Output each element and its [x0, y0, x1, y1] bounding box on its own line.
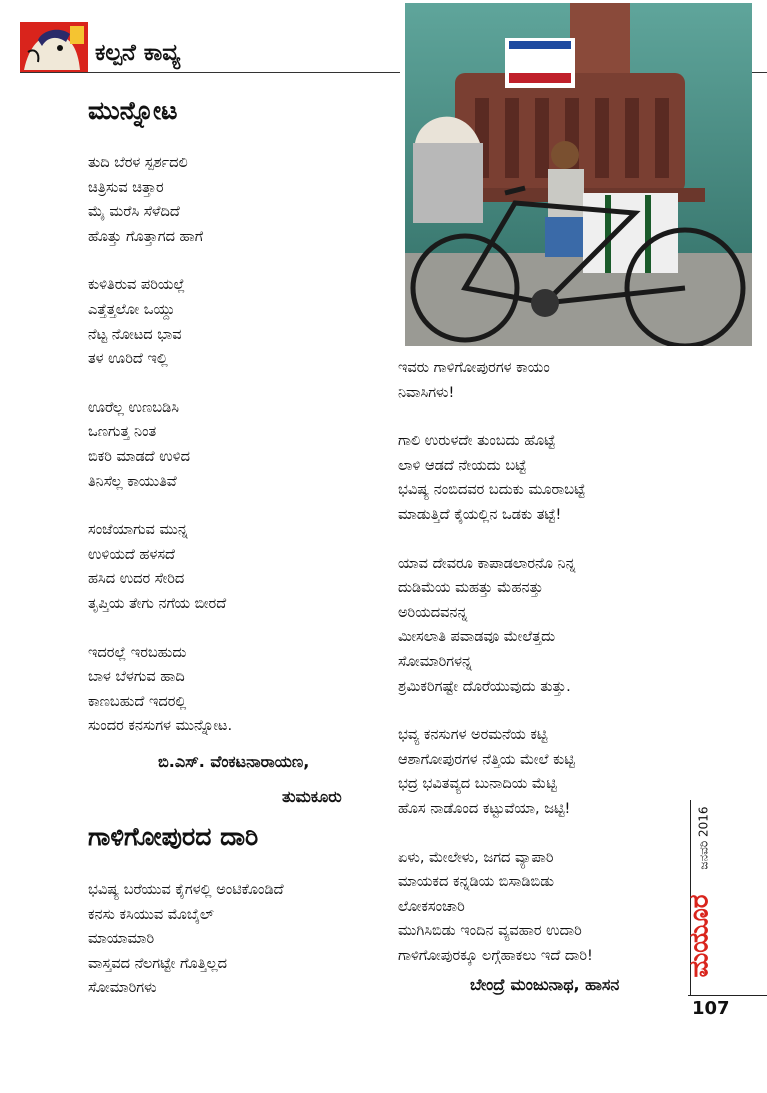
poem-line: ಶ್ರಮಿಕರಿಗಷ್ಟೇ ದೊರೆಯುವುದು ತುತ್ತು.	[398, 678, 571, 695]
poem-line: ಕಾಣಬಹುದೆ ಇದರಲ್ಲಿ	[88, 693, 187, 710]
header-rule-right	[752, 72, 767, 73]
poem-line: ಮಾಯಕದ ಕನ್ನಡಿಯ ಬಿಸಾಡಿಬಿಡು	[398, 874, 555, 891]
poem-line: ತೃಪ್ತಿಯ ತೇಗು ನಗೆಯ ಬೀರದೆ	[88, 595, 227, 612]
poem-line: ಭವ್ಯ ಕನಸುಗಳ ಅರಮನೆಯ ಕಟ್ಟಿ	[398, 727, 548, 744]
poem-line: ಮಾಡುತ್ತಿದೆ ಕೈಯಲ್ಲಿನ ಒಡಕು ತಟ್ಟೆ!	[398, 506, 562, 523]
poem-line: ಸಂಜೆಯಾಗುವ ಮುನ್ನ	[88, 522, 188, 539]
poem1-place: ತುಮಕೂರು	[282, 787, 342, 806]
poem-line: ದುಡಿಮೆಯ ಮಹತ್ತು ಮೆಹನತ್ತು	[398, 580, 544, 597]
poem1-title: ಮುನ್ನೋಟ	[88, 96, 178, 125]
issue-date: ಜನವರಿ 2016	[696, 806, 711, 870]
poem-line: ಲೋಕಸಂಚಾರಿ	[398, 898, 465, 915]
poem-line: ಭವಿಷ್ಯ ಬರೆಯುವ ಕೈಗಳಲ್ಲಿ ಅಂಟಿಕೊಂಡಿದೆ	[88, 882, 284, 898]
poem2-title: ಗಾಳಿಗೋಪುರದ ದಾರಿ	[88, 822, 259, 851]
magazine-brand-wrap	[680, 880, 720, 992]
poem-line: ಅರಿಯದವನನ್ನ	[398, 604, 468, 621]
poem-line: ಗಾಳಿಗೋಪುರಕ್ಕೂ ಲಗ್ಗೆಹಾಕಲು ಇದೆ ದಾರಿ!	[398, 947, 593, 964]
stanza-gap	[398, 822, 593, 846]
poem-line: ಮುಗಿಸಿಬಿಡು ಇಂದಿನ ವ್ಯವಹಾರ ಉದಾರಿ	[398, 923, 582, 940]
stanza-gap	[398, 405, 593, 429]
poem-line: ಉಳಿಯದೆ ಹಳಸದೆ	[88, 546, 175, 563]
poem-line: ಇದರಲ್ಲೆ ಇರಬಹುದು	[88, 644, 187, 661]
poem2-author: ಬೇಂದ್ರೆ ಮಂಜುನಾಥ, ಹಾಸನ	[470, 975, 620, 994]
poem-line: ವಾಸ್ತವದ ನೆಲಗಟ್ಟೇ ಗೊತ್ತಿಲ್ಲದ	[88, 955, 228, 972]
page-number: 107	[692, 998, 730, 1019]
poem-line: ನಿವಾಸಿಗಳು!	[398, 384, 455, 401]
poem-line: ತುದಿ ಬೆರಳ ಸ್ಪರ್ಶದಲಿ	[88, 155, 188, 171]
vendor-bicycle-photo	[405, 3, 752, 346]
poem-line: ಕುಳಿತಿರುವ ಪರಿಯಲ್ಲೆ	[88, 277, 186, 294]
page-number-rule	[688, 995, 767, 996]
poem-line: ಚಿತ್ರಿಸುವ ಚಿತ್ತಾರ	[88, 179, 164, 196]
magazine-brand: ಮಯೂರ	[684, 894, 715, 978]
poem-line: ಲಾಳಿ ಆಡದೆ ನೇಯದು ಬಟ್ಟೆ	[398, 457, 527, 474]
stanza-gap	[398, 528, 593, 552]
issue-date-wrap	[694, 800, 714, 876]
poem-line: ಸೋಮಾರಿಗಳು	[88, 980, 157, 997]
poem-line: ಗಾಲಿ ಉರುಳದೇ ತುಂಬದು ಹೊಟ್ಟೆ	[398, 433, 556, 450]
poem-line: ಮೀಸಲಾತಿ ಪವಾಡವೂ ಮೇಲೆತ್ತದು	[398, 629, 556, 646]
poem-line: ಹೊತ್ತು ಗೊತ್ತಾಗದ ಹಾಗೆ	[88, 228, 204, 245]
poem1-body	[88, 151, 232, 739]
poem-line: ಆಶಾಗೋಪುರಗಳ ನೆತ್ತಿಯ ಮೇಲೆ ಕುಟ್ಟಿ	[398, 751, 575, 768]
poem-line: ತಳ ಊರಿದೆ ಇಲ್ಲಿ	[88, 351, 168, 368]
poem-line: ಒಣಗುತ್ತ ನಿಂತ	[88, 424, 157, 441]
poem-line: ಭವಿಷ್ಯ ನಂಬಿದವರ ಬದುಕು ಮೂರಾಬಟ್ಟೆ	[398, 482, 586, 499]
poem-line: ಸುಂದರ ಕನಸುಗಳ ಮುನ್ನೋಟ.	[88, 718, 233, 735]
stanza-gap	[88, 617, 232, 641]
poem-line: ಹೊಸ ನಾಡೊಂದ ಕಟ್ಟುವೆಯಾ, ಜಟ್ಟಿ!	[398, 800, 571, 817]
poem-line: ನೆಟ್ಟ ನೋಟದ ಭಾವ	[88, 326, 182, 343]
poem-line: ಭದ್ರ ಭವಿತವ್ಯದ ಬುನಾದಿಯ ಮೆಟ್ಟಿ	[398, 776, 557, 793]
header-rule	[20, 72, 400, 73]
poem-line: ಬಾಳ ಬೆಳಗುವ ಹಾದಿ	[88, 669, 185, 686]
poem-line: ಮೈ ಮರೆಸಿ ಸೆಳೆದಿದೆ	[88, 204, 180, 221]
poem-line: ಇವರು ಗಾಳಿಗೋಪುರಗಳ ಕಾಯಂ	[398, 360, 550, 376]
stanza-gap	[88, 494, 232, 518]
poem-line: ಕನಸು ಕಸಿಯುವ ಮೊಬೈಲ್	[88, 906, 214, 923]
poem-line: ಏಳು, ಮೇಲೇಳು, ಜಗದ ವ್ಯಾಪಾರಿ	[398, 849, 554, 866]
section-title: ಕಲ್ಪನೆ ಕಾವ್ಯ	[95, 40, 181, 66]
poem2-body-right	[398, 356, 593, 968]
stanza-gap	[88, 249, 232, 273]
section-logo-illustration	[20, 22, 88, 72]
poem-line: ಊರೆಲ್ಲ ಉಣಬಡಿಸಿ	[88, 399, 179, 416]
poem1-author: ಬಿ.ಎಸ್. ವೆಂಕಟನಾರಾಯಣ,	[158, 752, 310, 771]
poem-line: ಮಾಯಾಮಾರಿ	[88, 931, 155, 948]
stanza-gap	[398, 699, 593, 723]
poem-line: ಎತ್ತೆತ್ತಲೋ ಒಯ್ದು	[88, 301, 175, 318]
poem-line: ಬಿಕರಿ ಮಾಡದೆ ಉಳಿದ	[88, 448, 190, 465]
poem-line: ಹಸಿದ ಉದರ ಸೇರಿದ	[88, 571, 185, 588]
poem-line: ತಿನಿಸೆಲ್ಲ ಕಾಯುತಿವೆ	[88, 473, 177, 490]
poem-line: ಯಾವ ದೇವರೂ ಕಾಪಾಡಲಾರನೊ ನಿನ್ನ	[398, 555, 576, 572]
poem2-body-left	[88, 878, 284, 1001]
poem-line: ಸೋಮಾರಿಗಳನ್ನ	[398, 653, 473, 670]
stanza-gap	[88, 372, 232, 396]
